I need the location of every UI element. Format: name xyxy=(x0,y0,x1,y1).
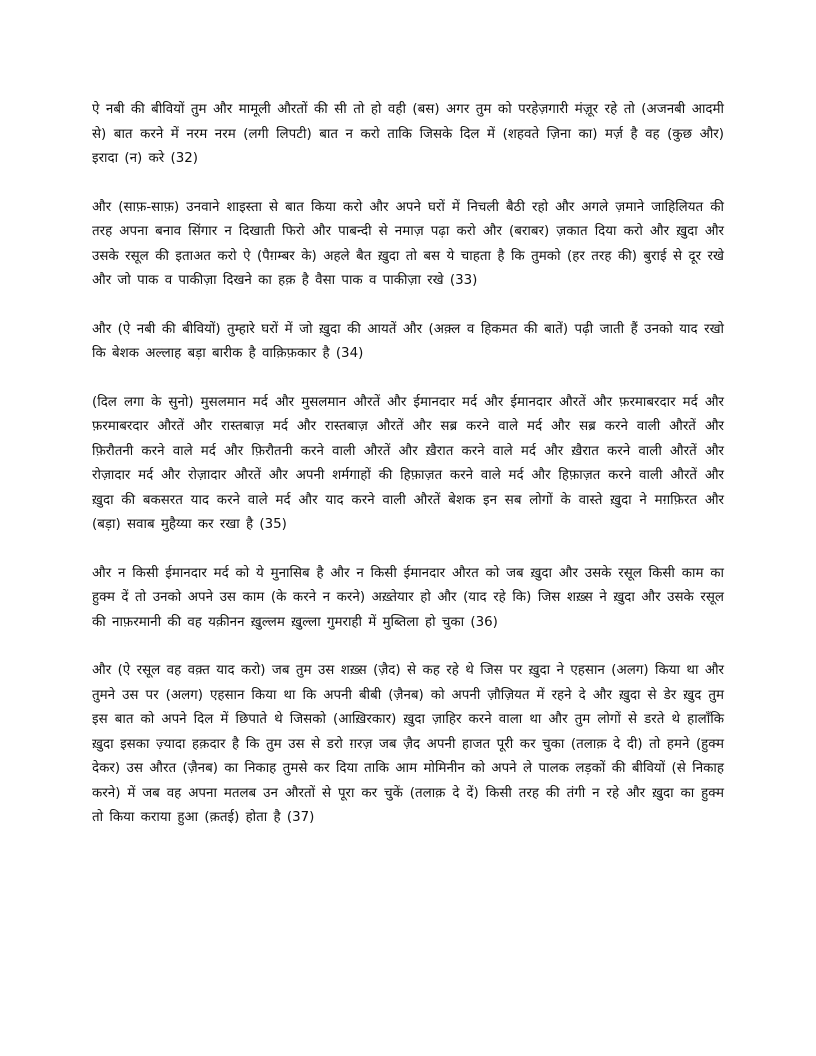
paragraph-verse-36: और न किसी ईमानदार मर्द को ये मुनासिब है और न किसी ईमानदार औरत को जब ख़ुदा और उसके रसूल किसी काम का हुक्म दें तो उनको अपने उस काम (के करने न करने) अख़्तेयार हो और (याद रहे कि) जिस शख़्स ने ख़ुदा और उसके रसूल की नाफ़रमानी की वह यक़ीनन ख़ुल्लम ख़ुल्ला गुमराही में मुब्तिला हो चुका (36) xyxy=(92,565,724,630)
paragraph-verse-35: (दिल लगा के सुनो) मुसलमान मर्द और मुसलमान औरतें और ईमानदार मर्द और ईमानदार औरतें और फ़रमाबरदार मर्द और फ़रमाबरदार औरतें और रास्तबाज़ मर्द और रास्तबाज़ औरतें और सब्र करने वाले मर्द और सब्र करने वाली औरतें और फ़िरौतनी करने वाले मर्द और फ़िरौतनी करने वाली औरतें और ख़ैरात करने वाले मर्द और ख़ैरात करने वाली औरतें और रोज़ादार मर्द और रोज़ादार औरतें और अपनी शर्मगाहों की हिफ़ाज़त करने वाले मर्द और हिफ़ाज़त करने वाली औरतें और ख़ुदा की बकसरत याद करने वाले मर्द और याद करने वाली औरतें बेशक इन सब लोगों के वास्ते ख़ुदा ने मग़फ़िरत और (बड़ा) सवाब मुहैय्या कर रखा है (35) xyxy=(92,394,724,532)
paragraph-verse-33: और (साफ़-साफ़) उनवाने शाइस्ता से बात किया करो और अपने घरों में निचली बैठी रहो और अगले ज़माने जाहिलियत की तरह अपना बनाव सिंगार न दिखाती फिरो और पाबन्दी से नमाज़ पढ़ा करो और (बराबर) ज़कात दिया करो और ख़ुदा और उसके रसूल की इताअत करो ऐ (पैग़म्बर के) अहले बैत ख़ुदा तो बस ये चाहता है कि तुमको (हर तरह की) बुराई से दूर रखे और जो पाक व पाकीज़ा दिखने का हक़ है वैसा पाक व पाकीज़ा रखे (33) xyxy=(92,199,724,288)
paragraph-verse-34: और (ऐ नबी की बीवियों) तुम्हारे घरों में जो ख़ुदा की आयतें और (अक़्ल व हिकमत की बातें) पढ़ी जाती हैं उनको याद रखो कि बेशक अल्लाह बड़ा बारीक है वाक़िफ़कार है (34) xyxy=(92,321,724,361)
document-page xyxy=(92,98,724,855)
paragraph-verse-37: और (ऐ रसूल वह वक़्त याद करो) जब तुम उस शख़्स (ज़ैद) से कह रहे थे जिस पर ख़ुदा ने एहसान (अलग) किया था और तुमने उस पर (अलग) एहसान किया था कि अपनी बीबी (ज़ैनब) को अपनी ज़ौज़ियत में रहने दे और ख़ुदा से डेर ख़ुद तुम इस बात को अपने दिल में छिपाते थे जिसको (आख़िरकार) ख़ुदा ज़ाहिर करने वाला था और तुम लोगों से डरते थे हालाँकि ख़ुदा इसका ज़्यादा हक़दार है कि तुम उस से डरो ग़रज़ जब ज़ैद अपनी हाजत पूरी कर चुका (तलाक़ दे दी) तो हमने (हुक्म देकर) उस औरत (ज़ैनब) का निकाह तुमसे कर दिया ताकि आम मोमिनीन को अपने ले पालक लड़कों की बीवियों (से निकाह करने) में जब वह अपना मतलब उन औरतों से पूरा कर चुकें (तलाक़ दे दें) किसी तरह की तंगी न रहे और ख़ुदा का हुक्म तो किया कराया हुआ (क़तई) होता है (37) xyxy=(92,663,724,825)
paragraph-verse-32: ऐ नबी की बीवियों तुम और मामूली औरतों की सी तो हो वही (बस) अगर तुम को परहेज़गारी मंज़ूर रहे तो (अजनबी आदमी से) बात करने में नरम नरम (लगी लिपटी) बात न करो ताकि जिसके दिल में (शहवते ज़िना का) मर्ज़ है वह (कुछ और) इरादा (न) करे (32) xyxy=(92,102,724,166)
